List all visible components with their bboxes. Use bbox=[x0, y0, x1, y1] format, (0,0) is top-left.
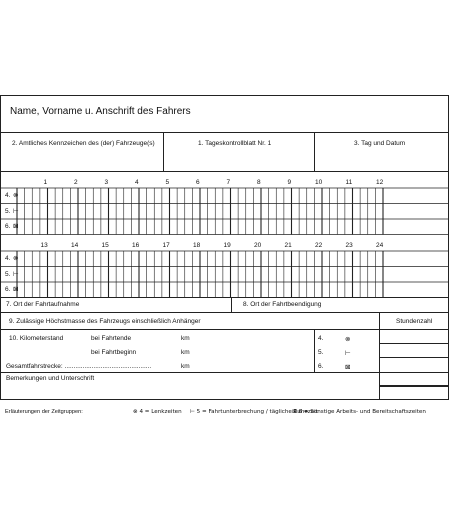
legend-other-work: ⊠ 6 = Sonstige Arbeits- und Bereitschaftszeiten bbox=[292, 409, 426, 415]
row-number: 6. bbox=[5, 286, 11, 293]
hour-label: 12 bbox=[376, 179, 384, 186]
legend-title: Erläuterungen der Zeitgruppen: bbox=[5, 409, 83, 415]
divider bbox=[379, 343, 448, 344]
hour-label: 9 bbox=[287, 179, 292, 186]
driver-name-label: Name, Vorname u. Anschrift des Fahrers bbox=[10, 106, 191, 117]
hour-label: 7 bbox=[226, 179, 231, 186]
other-work-icon: ⊠ bbox=[345, 363, 351, 371]
max-mass-label: 9. Zulässige Höchstmasse des Fahrzeugs einschließlich Anhänger bbox=[9, 318, 201, 325]
hour-label: 5 bbox=[165, 179, 170, 186]
hour-label: 20 bbox=[254, 242, 262, 249]
hour-label: 16 bbox=[132, 242, 140, 249]
hour-label: 15 bbox=[101, 242, 109, 249]
hour-label: 2 bbox=[74, 179, 78, 186]
remarks-label: Bemerkungen und Unterschrift bbox=[6, 375, 95, 382]
end-place-label: 8. Ort der Fahrtbeendigung bbox=[243, 301, 322, 308]
row-number: 5. bbox=[5, 207, 11, 215]
km-unit: km bbox=[181, 335, 190, 342]
divider bbox=[379, 357, 448, 358]
divider bbox=[314, 329, 315, 372]
date-label: 3. Tag und Datum bbox=[354, 140, 406, 147]
plates-label: 2. Amtliches Kennzeichen des (der) Fahrzeuge(s) bbox=[12, 140, 155, 147]
hour-label: 19 bbox=[223, 242, 231, 249]
hour-label: 11 bbox=[345, 179, 353, 186]
hour-label: 23 bbox=[345, 242, 353, 249]
legend-driving: ⊗ 4 = Lenkzeiten bbox=[133, 409, 182, 415]
hour-label: 10 bbox=[315, 179, 323, 186]
bed-icon: ⊢ bbox=[13, 269, 19, 278]
odometer-end-label: bei Fahrtende bbox=[91, 335, 132, 342]
hour-label: 3 bbox=[104, 179, 109, 186]
hour-label: 21 bbox=[284, 242, 292, 249]
hours-total-label: Stundenzahl bbox=[396, 318, 433, 325]
other-work-icon: ⊠ bbox=[13, 285, 19, 293]
odometer-label: 10. Kilometerstand bbox=[9, 335, 64, 342]
legend-rest: ⊢ 5 = Fahrtunterbrechung / tägliche Ruhezeit bbox=[190, 409, 318, 415]
odometer-start-label: bei Fahrtbeginn bbox=[91, 349, 137, 356]
steering-wheel-icon: ⊗ bbox=[13, 254, 19, 262]
divider bbox=[231, 297, 232, 312]
row-number: 4. bbox=[5, 192, 11, 199]
row-number: 5. bbox=[5, 270, 11, 278]
hour-label: 13 bbox=[40, 242, 48, 249]
sheet-number-label: 1. Tageskontrollblatt Nr. 1 bbox=[198, 140, 272, 147]
other-work-icon: ⊠ bbox=[13, 222, 19, 230]
hour-label: 22 bbox=[315, 242, 323, 249]
hour-label: 6 bbox=[196, 179, 200, 186]
total-distance-label: Gesamtfahrstrecke: ................................................ bbox=[6, 363, 152, 370]
hour-label: 8 bbox=[257, 179, 261, 186]
hour-label: 17 bbox=[162, 242, 170, 249]
hour-label: 24 bbox=[376, 242, 384, 249]
summary-num: 5. bbox=[318, 349, 324, 356]
steering-wheel-icon: ⊗ bbox=[13, 191, 19, 199]
tachograph-form bbox=[0, 95, 449, 400]
bed-icon: ⊢ bbox=[345, 349, 351, 357]
start-place-label: 7. Ort der Fahrtaufnahme bbox=[6, 301, 80, 308]
km-unit: km bbox=[181, 363, 190, 370]
bed-icon: ⊢ bbox=[13, 206, 19, 215]
remarks-field[interactable] bbox=[2, 384, 378, 399]
total-line bbox=[379, 385, 448, 387]
hour-label: 18 bbox=[193, 242, 201, 249]
steering-wheel-icon: ⊗ bbox=[345, 335, 351, 343]
hour-label: 1 bbox=[43, 179, 48, 186]
hour-label: 14 bbox=[71, 242, 79, 249]
summary-num: 4. bbox=[318, 335, 324, 342]
row-number: 4. bbox=[5, 255, 11, 262]
hour-label: 4 bbox=[135, 179, 139, 186]
km-unit: km bbox=[181, 349, 190, 356]
row-number: 6. bbox=[5, 223, 11, 230]
summary-num: 6. bbox=[318, 363, 324, 370]
